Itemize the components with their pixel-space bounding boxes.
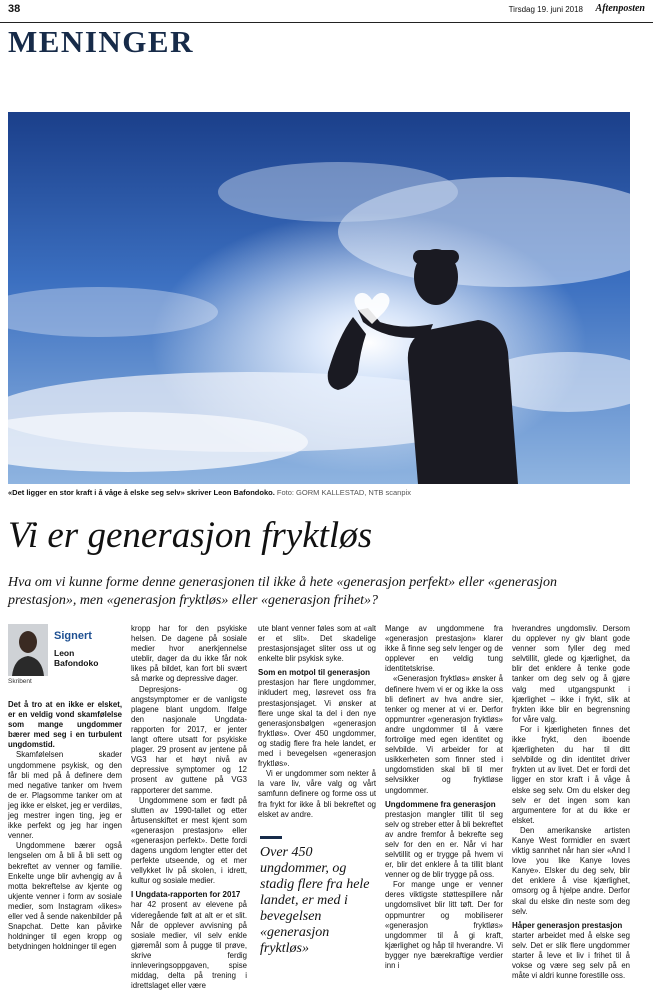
page-number: 38 <box>8 3 21 15</box>
article-headline: Vi er generasjon fryktløs <box>8 515 373 556</box>
caption-text: «Det ligger en stor kraft i å våge å elske seg selv» skriver Leon Bafondoko. <box>8 488 275 497</box>
article-ingress: Hva om vi kunne forme denne generasjonen til ikke å hete «generasjon perfekt» eller «generasjon prestasjon», men «generasjon fryktløs» eller «generasjon frihet»? <box>8 575 557 608</box>
paragraph: Den amerikanske artisten Kanye West formidler en svært viktig sannhet når han sier «And I love you like Kanye loves Kanye». Elsker du deg selv, blir det enklere å vise kjærlighet, omsorg og å hjelpe andre. Derfor skal du elske din neste som deg selv. <box>512 825 630 916</box>
paragraph: Ungdommene bærer også lengselen om å bli å bli sett og bekreftet av venner og familie. Enkelte unge blir avhengig av å motta bekreftelse av kjente og ukjente venner i form av sosiale medier, som Instagram «likes» eller ved å sende nakenbilder på Snapchat. Dette kan påvirke holdninger til egen kropp og betydningen holdninger til egen <box>8 841 122 952</box>
hero-photo <box>8 112 630 484</box>
paragraph: prestasjon har flere ungdommer, inkludert meg, løsrevet oss fra prestasjonsjaget. Vi ønsker at flere unge skal ta del i den nye generasjonsbølgen «generasjon fryktløs». Over 450 ungdommer, og stadig flere fra hele landet, er med i bevegelsen «generasjon fryktløs». <box>258 678 376 769</box>
article-column-1 <box>8 700 122 952</box>
subheading: Håper generasjon prestasjon <box>512 920 623 930</box>
paragraph: hverandres ungdomsliv. Dersom du opplever ny giv blant gode venner som fyller deg med selvtillit, glede og kjærlighet, da blir det enklere å tenke gode tanker om deg selv og å gjøre valg med utgangspunkt i kjærlighet – ikke i frykt, slik at frykten ikke blir en begrensning for våre valg. <box>512 624 630 724</box>
subheading: Ungdommene fra generasjon <box>385 799 496 809</box>
author-name: Leon Bafondoko <box>54 648 99 668</box>
paragraph: kropp har for den psykiske helsen. De dagene på sosiale medier hvor anerkjennelse uteblir, dager da du ikke får nok likes på bildet, kan fort bli svært så mørke og depressive dager. <box>131 624 247 684</box>
paragraph: «Generasjon fryktløs» ønsker å definere hvem vi er og ikke la oss bli definert av hva andre sier, tenker og mener at vi er. Derfor oppmuntrer «generasjon fryktløs» andre ungdommer til å være fortrolige med egen identitet og selvbilde. Vi arbeider for at usikkerheten som finner sted i ungdomstiden skal bli til mer selvsikker og fryktløse ungdommer. <box>385 674 503 795</box>
article-column-5 <box>512 624 630 981</box>
subheading: Som en motpol til generasjon <box>258 668 371 678</box>
pull-quote-text: Over 450 ungdommer, og stadig flere fra hele landet, er med i bevegelsen «generasjon fryktløs» <box>260 845 370 956</box>
lead-paragraph: Det å tro at en ikke er elsket, er en veldig vond skamfølelse som mange ungdommer bærer med seg i en turbulent ungdomstid. <box>8 700 122 750</box>
paragraph: ute blant venner føles som at «alt er et slit». Det skadelige prestasjonsjaget sliter oss ut og enkelte blir psykisk syke. <box>258 624 376 664</box>
byline-label: Signert <box>54 630 92 642</box>
paragraph: starter arbeidet med å elske seg selv. Det er slik flere ungdommer starter å leve et liv i frihet til å vokse og være seg selv på en måte vi aldri kunne forestille oss. <box>512 930 630 981</box>
publication-date: Tirsdag 19. juni 2018 <box>508 5 583 14</box>
article-column-2 <box>131 624 247 991</box>
caption-credit: Foto: GORM KALLESTAD, NTB scanpix <box>276 488 411 497</box>
paragraph: Vi er ungdommer som nekter å la vare liv, våre valg og vårt samfunn definere og forme oss ut fra frykt for ikke å bli bekreftet og elsket av andre. <box>258 769 376 819</box>
author-photo <box>8 624 48 676</box>
page-header <box>0 0 653 23</box>
subheading: I Ungdata-rapporten for 2017 <box>131 890 241 900</box>
photo-caption <box>8 488 630 497</box>
section-title: MENINGER <box>8 24 194 59</box>
author-role: Skribent <box>8 678 32 685</box>
paragraph: Depresjons- og angstsymptomer er de vanligste plagene blant ungdom. Ifølge den nasjonale Ungdata-rapporten for 2017, er jenter langt oftere utsatt for psykiske plager. 29 prosent av jentene på VG3 har et høyt nivå av depressive symptomer og 12 prosent av guttene på VG3 rapporterer det samme. <box>131 684 247 795</box>
newspaper-name: Aftenposten <box>595 3 645 14</box>
paragraph: Mange av ungdommene fra «generasjon prestasjon» klarer ikke å finne seg selv lenger og de opplever en veldig tung identitetskrise. <box>385 624 503 674</box>
article-column-4 <box>385 624 503 971</box>
pull-quote-rule <box>260 836 282 839</box>
paragraph: Skamfølelsen skader ungdommene psykisk, og den får bli med på å definere dem med negative tanker om hvem de er. Plagsomme tanker om at jeg ikke er elsket, jeg er verdiløs, jeg mestrer ingen ting, jeg er ikke perfekt og jeg har ingen venner. <box>8 750 122 841</box>
paragraph: prestasjon mangler tillit til seg selv og streber etter å bli bekreftet av andre fremfor å bekrefte seg selv for den en er. Når vi har selvtillit og er trygge på hvem vi er, blir det enklere å ta tillit blant venner og de blir trygge på oss. <box>385 809 503 880</box>
pull-quote <box>260 836 376 957</box>
paragraph: har 42 prosent av elevene på videregående følt at alt er et slit. Når de opplever avvisning på sosiale medier, vil selv enkle gjøremål som å pugge til prøve, skrive ferdig innleveringsoppgaven, spise middag, delta på trening i idrettslaget eller være <box>131 900 247 991</box>
article-column-3 <box>258 624 376 820</box>
paragraph: For i kjærligheten finnes det ikke frykt, den iboende kjærligheten du har til ditt selvbilde og din identitet driver frykten ut av livet. Det er fordi det ligger en stor kraft i å våge å elske seg selv. Om du elsker deg selv er det ingen som kan argumentere for at du ikke er elsket. <box>512 724 630 825</box>
paragraph: For mange unge er venner deres viktigste støttespillere når ungdomslivet blir litt tøft. Der for oppmuntrer og mobiliserer «generasjon fryktløs» ungdommer til å gi kraft, kjærlighet og håp til hverandre. Vi bygger nye bærekraftige verdier inn i <box>385 880 503 970</box>
paragraph: Ungdommene som er født på slutten av 1990-tallet og etter årtusenskiftet er mest kjent som «generasjon prestasjon» eller «generasjon perfekt». Dette fordi dagens ungdom lengter etter det perfekte utseende, og et mer vellykket liv på skolen, i idrett, kultur og sosiale medier. <box>131 795 247 886</box>
